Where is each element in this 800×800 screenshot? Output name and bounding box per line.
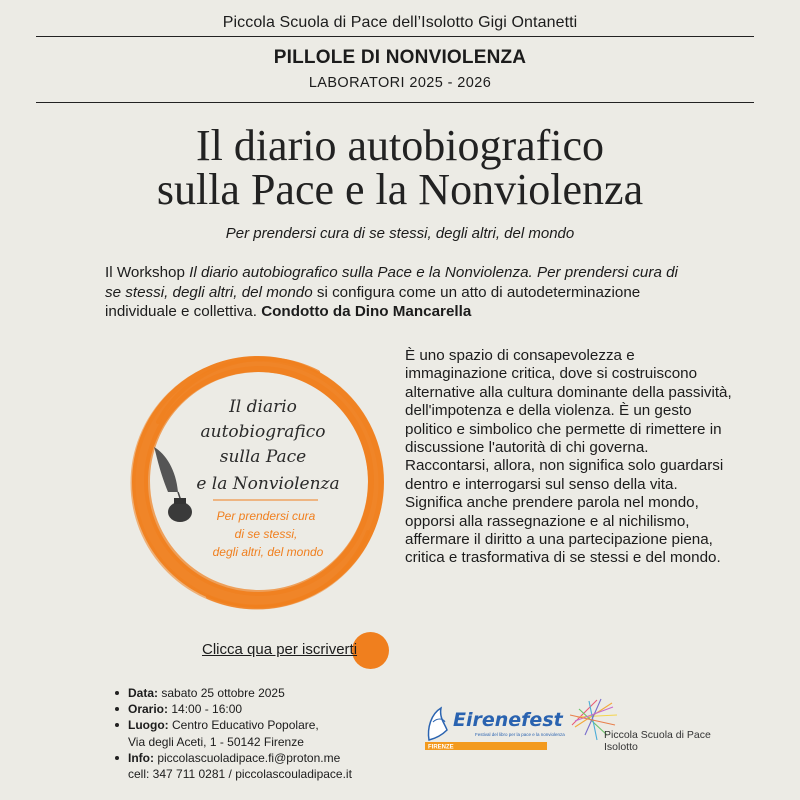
eirene-city: FIRENZE (428, 744, 454, 751)
eirene-tagline: Festival del libro per la pace e la nonviolenza (475, 732, 565, 737)
logo-line-3: sulla Pace (219, 447, 307, 467)
organization-name: Piccola Scuola di Pace dell’Isolotto Gigi Ontanetti (222, 14, 578, 31)
intro-facilitator: Condotto da Dino Mancarella (261, 303, 472, 320)
quill-icon (154, 447, 192, 522)
event-info-list (112, 685, 352, 782)
logo-line-4: e la Nonviolenza (196, 474, 340, 494)
page-title (0, 121, 800, 214)
info-contact-phone: cell: 347 711 0281 / piccolascouladipace.it (128, 767, 352, 782)
logo-sub-2: di se stessi, (234, 527, 298, 541)
eirene-name: Eirenefest (453, 709, 563, 731)
scuola-name (604, 729, 711, 753)
info-place: Luogo: Centro Educativo Popolare, (112, 717, 352, 733)
header-bottom-rule (36, 102, 754, 103)
page-subtitle: Per prendersi cura di se stessi, degli altri, del mondo (225, 225, 575, 242)
info-place-address: Via degli Aceti, 1 - 50142 Firenze (128, 734, 304, 749)
info-date: Data: sabato 25 ottobre 2025 (112, 685, 352, 701)
eirenefest-logo (425, 700, 565, 752)
intro-paragraph (105, 263, 695, 322)
header-top-rule (36, 36, 754, 37)
info-contact: Info: piccolascuoladipace.fi@proton.me (112, 750, 352, 766)
logo-sub-1: Per prendersi cura (216, 509, 316, 523)
scuola-name-line-1: Piccola Scuola di Pace (604, 729, 711, 741)
signup-dot-icon (352, 632, 389, 669)
signup-link[interactable]: Clicca qua per iscriverti (202, 641, 358, 658)
title-line-2: sulla Pace e la Nonviolenza (156, 165, 644, 214)
intro-middle: si configura come un atto di autodeterminazione individuale e collettiva. (105, 283, 641, 320)
logo-line-1: Il diario (229, 397, 297, 417)
workshop-logo (118, 342, 398, 622)
logo-sub-3: degli altri, del mondo (212, 545, 324, 559)
info-time: Orario: 14:00 - 16:00 (112, 701, 352, 717)
logo-line-2: autobiografico (200, 422, 326, 442)
dove-icon (429, 708, 448, 740)
series-years: LABORATORI 2025 - 2026 (308, 75, 492, 91)
intro-workshop-title: Il diario autobiografico sulla Pace e la Nonviolenza. Per prendersi cura di se stessi, degli altri, del mondo (105, 264, 678, 301)
body-paragraph: È uno spazio di consapevolezza e immaginazione critica, dove si costruiscono alternative alla cultura dominante della passività, dell'impotenza e della violenza. È un gesto politico e simbolico che permette di rimettere in discussione l'autorità di chi governa. Raccontarsi, allora, non significa solo guardarsi dentro e interrogarsi sul senso della vita. Significa anche prendere parola nel mondo, opporsi alla rassegnazione e al nichilismo, affermare il diritto a una partecipazione piena, critica e trasformativa di se stessi e del mondo. (405, 347, 732, 567)
intro-prefix: Il Workshop (105, 264, 190, 281)
series-title: PILLOLE DI NONVIOLENZA (273, 47, 527, 68)
scuola-name-line-2: Isolotto (604, 741, 638, 753)
title-line-1: Il diario autobiografico (195, 121, 605, 170)
